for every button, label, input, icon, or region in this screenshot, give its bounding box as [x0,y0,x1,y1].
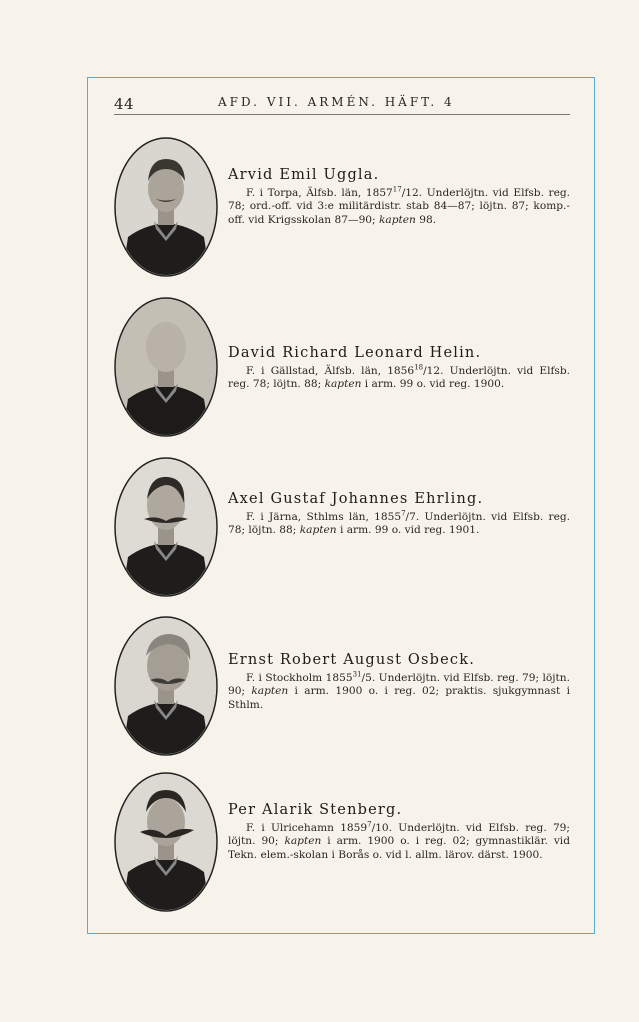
officer-name: Arvid Emil Uggla. [228,167,380,183]
officer-bio: F. i Ulricehamn 1859$^7$/10. Underlöjtn. vid Elfsb. reg. 79; löjtn. 90; kapten i arm. 1900 o. i reg. 02; gymnastiklär. vid Tekn. elem.-skolan i Borås o. vid l. allm. lärov. därst. 1900. [228,820,570,861]
officer-bio: F. i Gällstad, Älfsb. län, 1856$^{18}$/12. Underlöjtn. vid Elfsb. reg. 78; löjtn. 88; kapten i arm. 99 o. vid reg. 1900. [228,363,570,391]
officer-name: David Richard Leonard Helin. [228,345,482,361]
portrait-photo [114,297,218,437]
portrait-photo [114,137,218,277]
portrait-photo [114,457,218,597]
officer-name: Per Alarik Stenberg. [228,802,403,818]
officer-bio: F. i Torpa, Älfsb. län, 1857$^{17}$/12. Underlöjtn. vid Elfsb. reg. 78; ord.-off. vid 3:e militärdistr. stab 84—87; löjtn. 87; komp.-off. vid Krigsskolan 87—90; kapten 98. [228,185,570,226]
portrait-photo [114,772,218,912]
officer-name: Axel Gustaf Johannes Ehrling. [228,491,484,507]
entry-4 [114,616,574,756]
officer-bio: F. i Stockholm 1855$^{31}$/5. Underlöjtn. vid Elfsb. reg. 79; löjtn. 90; kapten i arm. 1900 o. i reg. 02; praktis. sjukgymnast i Sthlm. [228,670,571,711]
running-head: AFD. VII. ARMÉN. HÄFT. 4 [218,95,455,109]
entry-5 [114,772,574,912]
officer-bio: F. i Järna, Sthlms län, 1855$^7$/7. Underlöjtn. vid Elfsb. reg. 78; löjtn. 88; kapten i arm. 99 o. vid reg. 1901. [228,509,570,537]
entry-3 [114,457,574,597]
entry-2 [114,297,574,437]
portrait-photo [114,616,218,756]
header-rule [114,114,570,115]
page-number: 44 [114,95,135,113]
entry-1 [114,137,574,277]
officer-name: Ernst Robert August Osbeck. [228,652,476,668]
